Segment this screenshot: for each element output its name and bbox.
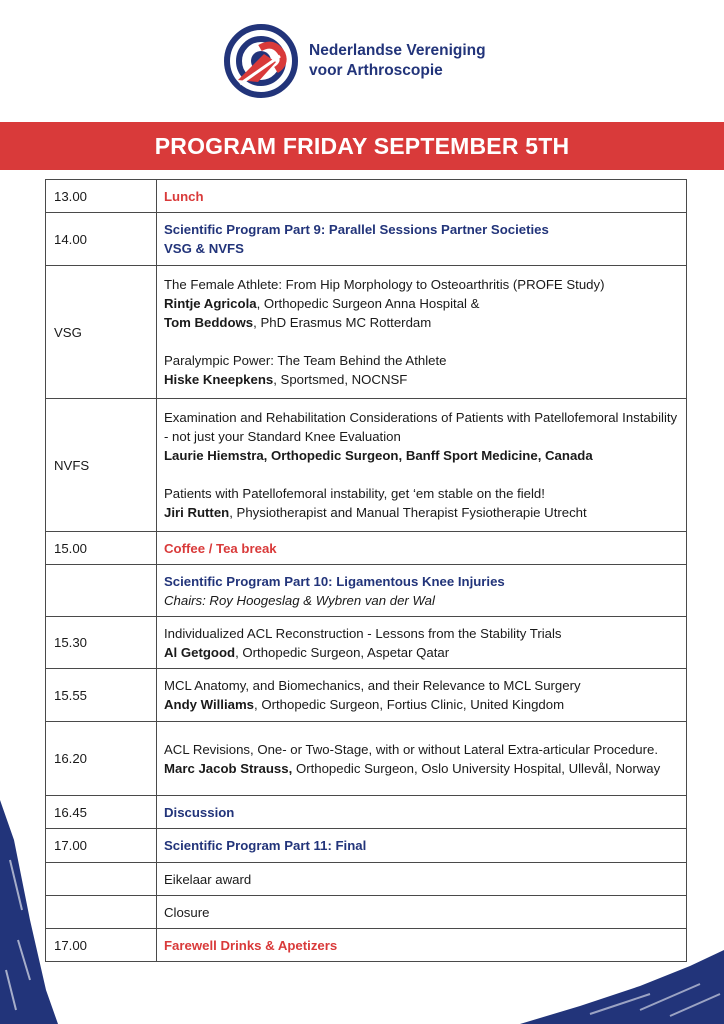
session-title: Farewell Drinks & Apetizers xyxy=(164,937,338,953)
content-cell xyxy=(157,896,687,929)
time-cell: 13.00 xyxy=(46,180,157,213)
talk-title: Examination and Rehabilitation Considerations of Patients with Patellofemoral Instability - not just your Standard Knee Evaluation xyxy=(164,410,678,444)
time-cell: NVFS xyxy=(46,399,157,532)
table-row xyxy=(46,565,687,617)
session-title: Coffee / Tea break xyxy=(164,540,277,556)
content-cell xyxy=(157,399,687,532)
time-cell: 15.30 xyxy=(46,617,157,669)
time-cell: 16.45 xyxy=(46,796,157,829)
spacer xyxy=(164,332,680,351)
speaker-name: Laurie Hiemstra, Orthopedic Surgeon, Banff Sport Medicine, Canada xyxy=(164,448,593,463)
table-row xyxy=(46,796,687,829)
table-row xyxy=(46,669,687,722)
talk-title: ACL Revisions, One- or Two-Stage, with or without Lateral Extra-articular Procedure. xyxy=(164,741,659,757)
speaker-affiliation: , PhD Erasmus MC Rotterdam xyxy=(253,315,432,330)
speaker-name: Al Getgood xyxy=(164,644,236,660)
table-row xyxy=(46,722,687,796)
speaker-affiliation: , Physiotherapist and Manual Therapist Fysiotherapie Utrecht xyxy=(229,505,587,520)
session-subtitle: VSG & NVFS xyxy=(164,241,244,256)
session-title: Discussion xyxy=(164,804,235,820)
session-title: Scientific Program Part 10: Ligamentous Knee Injuries xyxy=(164,573,505,589)
speaker-line xyxy=(164,695,680,714)
speaker-line xyxy=(164,294,680,313)
speaker-name: Andy Williams xyxy=(164,697,255,712)
nva-logo-icon xyxy=(224,24,298,98)
speaker-line xyxy=(164,503,680,522)
speaker-line xyxy=(164,370,680,389)
content-cell xyxy=(157,266,687,399)
content-cell xyxy=(157,532,687,565)
time-cell: 17.00 xyxy=(46,829,157,863)
org-name-line-1: Nederlandse Vereniging xyxy=(309,42,486,59)
content-cell xyxy=(157,863,687,896)
content-cell xyxy=(157,796,687,829)
time-cell xyxy=(46,863,157,896)
speaker-affiliation: , Sportsmed, NOCNSF xyxy=(273,372,408,387)
table-row xyxy=(46,213,687,266)
time-cell: 14.00 xyxy=(46,213,157,266)
program-table xyxy=(45,179,687,962)
speaker-line xyxy=(164,643,680,662)
speaker-affiliation: , Orthopedic Surgeon, Fortius Clinic, United Kingdom xyxy=(254,697,565,712)
item-text: Eikelaar award xyxy=(164,871,252,887)
talk-title: Individualized ACL Reconstruction - Lessons from the Stability Trials xyxy=(164,625,562,641)
table-row xyxy=(46,180,687,213)
speaker-affiliation: , Orthopedic Surgeon Anna Hospital & xyxy=(256,296,480,311)
nva-logo xyxy=(224,24,524,98)
table-row xyxy=(46,829,687,863)
organization-name xyxy=(309,41,486,81)
content-cell xyxy=(157,565,687,617)
session-title: Scientific Program Part 11: Final xyxy=(164,838,367,853)
table-row xyxy=(46,863,687,896)
speaker-affiliation: Orthopedic Surgeon, Oslo University Hospital, Ullevål, Norway xyxy=(292,760,661,776)
brush-stroke-left-decoration xyxy=(0,800,60,1024)
time-cell: 17.00 xyxy=(46,929,157,962)
speaker-name: Jiri Rutten xyxy=(164,505,230,520)
table-row xyxy=(46,617,687,669)
talk-title: Paralympic Power: The Team Behind the Athlete xyxy=(164,353,447,368)
speaker-affiliation: , Orthopedic Surgeon, Aspetar Qatar xyxy=(235,644,450,660)
time-cell xyxy=(46,565,157,617)
page-title: PROGRAM FRIDAY SEPTEMBER 5TH xyxy=(154,132,570,159)
time-cell: VSG xyxy=(46,266,157,399)
content-cell xyxy=(157,617,687,669)
content-cell xyxy=(157,669,687,722)
table-row xyxy=(46,532,687,565)
time-cell: 16.20 xyxy=(46,722,157,796)
session-title: Lunch xyxy=(164,188,204,204)
table-row xyxy=(46,399,687,532)
time-cell: 15.00 xyxy=(46,532,157,565)
brush-stroke-right-decoration xyxy=(520,950,724,1024)
speaker-name: Marc Jacob Strauss, xyxy=(164,760,293,776)
session-chairs: Chairs: Roy Hoogeslag & Wybren van der Wal xyxy=(164,592,435,608)
time-cell xyxy=(46,896,157,929)
speaker-line xyxy=(164,446,680,465)
content-cell xyxy=(157,722,687,796)
content-cell xyxy=(157,829,687,863)
talk-title: Patients with Patellofemoral instability, get ‘em stable on the field! xyxy=(164,486,545,501)
spacer xyxy=(164,465,680,484)
table-row xyxy=(46,266,687,399)
speaker-name: Tom Beddows xyxy=(164,315,254,330)
content-cell xyxy=(157,180,687,213)
speaker-name: Hiske Kneepkens xyxy=(164,372,274,387)
title-banner xyxy=(0,122,724,170)
talk-title: The Female Athlete: From Hip Morphology to Osteoarthritis (PROFE Study) xyxy=(164,277,605,292)
item-text: Closure xyxy=(164,904,210,920)
speaker-line xyxy=(164,759,680,778)
talk-title: MCL Anatomy, and Biomechanics, and their Relevance to MCL Surgery xyxy=(164,678,581,693)
speaker-line xyxy=(164,313,680,332)
org-name-line-2: voor Arthroscopie xyxy=(309,62,443,79)
table-row xyxy=(46,896,687,929)
speaker-name: Rintje Agricola xyxy=(164,296,257,311)
time-cell: 15.55 xyxy=(46,669,157,722)
session-title: Scientific Program Part 9: Parallel Sessions Partner Societies xyxy=(164,222,549,237)
content-cell xyxy=(157,213,687,266)
